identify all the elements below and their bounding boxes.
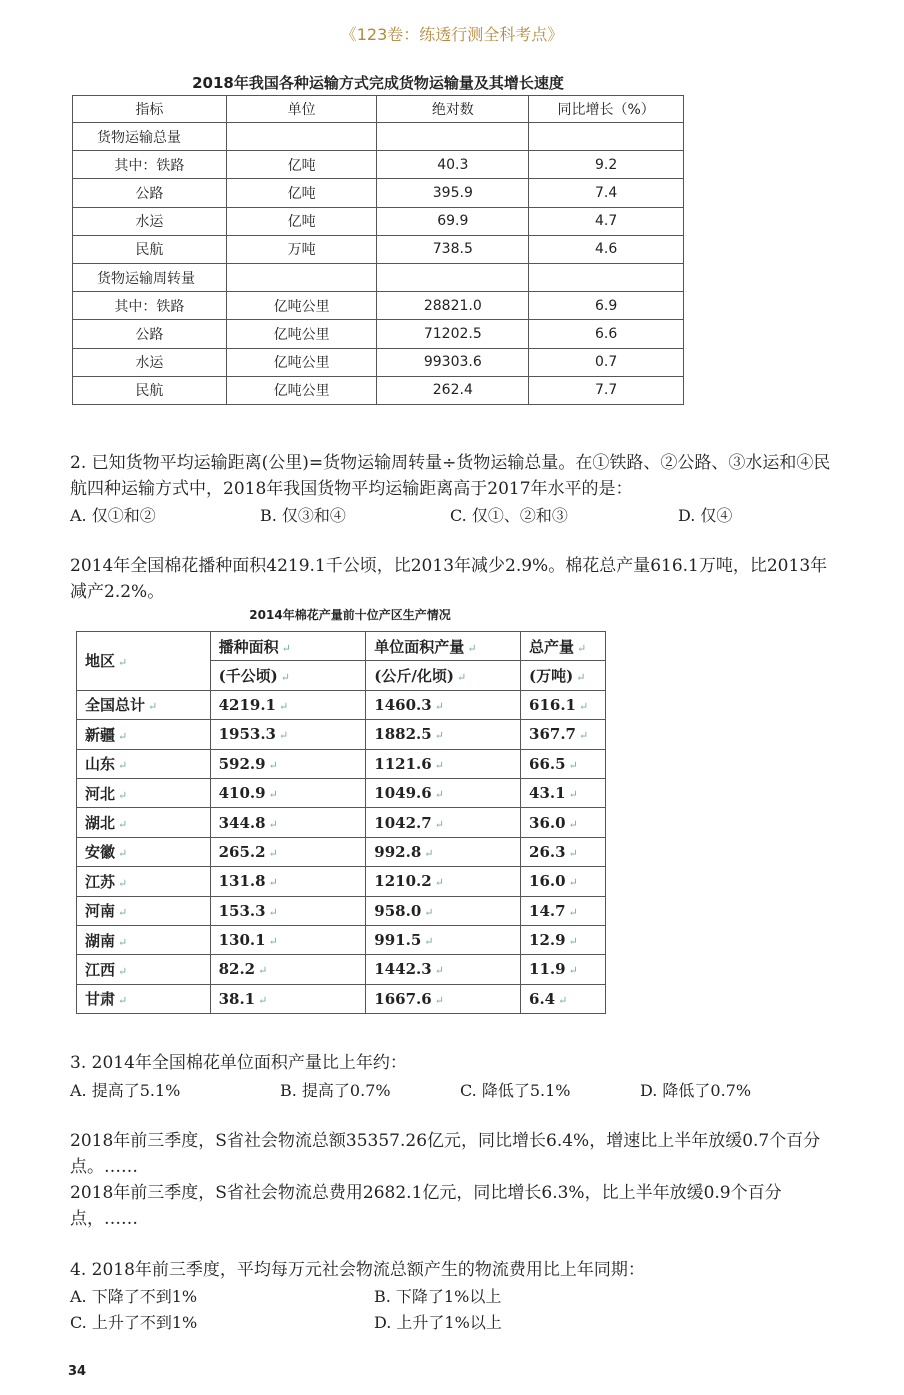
cotton-table [76,631,606,1014]
area-cell: 344.8 [218,813,266,832]
output-cell: 11.9 [529,960,566,979]
cotton-table-body [77,690,606,1013]
unit-cell: 亿吨 [226,179,377,207]
growth-cell: 6.9 [529,292,684,320]
output-cell: 26.3 [529,842,566,861]
header-cell: 指标 [73,96,227,123]
table-row: 新疆 ↵ 1953.3 ↵ 1882.5 ↵ 367.7 ↵ [77,720,606,749]
yield-cell: 1042.7 [374,813,432,832]
unit-cell: 亿吨公里 [226,376,377,404]
unit-cell: 万吨 [226,235,377,263]
indicator-cell: 民航 [73,235,227,263]
yield-cell: 1882.5 [374,725,432,744]
growth-cell: 4.7 [529,207,684,235]
yield-cell: 1667.6 [374,989,432,1008]
table-row [73,376,684,404]
area-cell: 153.3 [218,901,266,920]
table-row [73,292,684,320]
unit-cell: 亿吨公里 [226,320,377,348]
growth-cell: 0.7 [529,348,684,376]
logistics-paragraph-2: 2018年前三季度，S省社会物流总费用2682.1亿元，同比增长6.3%，比上半年放缓0.9个百分点，…… [70,1183,782,1229]
unit-cell: (公斤/化顷) [374,667,454,686]
indicator-cell: 民航 [73,376,227,404]
book-header: 《123卷：练透行测全科考点》 [340,25,564,44]
growth-cell: 7.7 [529,376,684,404]
yield-cell: 958.0 [374,901,422,920]
section-row [73,123,684,151]
header-cell: 总产量 [529,637,575,656]
page-number: 34 [68,1364,87,1379]
region-cell: 山东 [85,755,116,774]
cotton-intro: 2014年全国棉花播种面积4219.1千公顷，比2013年减少2.9%。棉花总产量616.1万吨，比2013年减产2.2%。 [70,556,828,602]
area-cell: 131.8 [218,872,266,891]
indicator-cell: 其中：铁路 [73,151,227,179]
value-cell: 262.4 [377,376,529,404]
table-unit-row: (千公顷) ↵ (公斤/化顷) ↵ (万吨) ↵ [77,661,606,690]
option-c[interactable]: C. 降低了5.1% [460,1081,571,1100]
option-c[interactable]: C. 仅①、②和③ [450,506,568,525]
output-cell: 36.0 [529,813,566,832]
table-row [73,179,684,207]
growth-cell: 6.6 [529,320,684,348]
region-cell: 甘肃 [85,990,116,1009]
header-region: 地区 [85,652,116,671]
table-row [73,235,684,263]
growth-cell: 7.4 [529,179,684,207]
region-cell: 安徽 [85,843,116,862]
option-b[interactable]: B. 仅③和④ [260,506,346,525]
yield-cell: 991.5 [374,931,422,950]
transport-table [72,95,684,405]
table-row: 河北 ↵ 410.9 ↵ 1049.6 ↵ 43.1 ↵ [77,778,606,807]
value-cell: 69.9 [377,207,529,235]
question-3-text: 3. 2014年全国棉花单位面积产量比上年约： [70,1053,407,1073]
table-row: 湖南 ↵ 130.1 ↵ 991.5 ↵ 12.9 ↵ [77,925,606,954]
area-cell: 130.1 [218,931,266,950]
table-header-row: 地区 ↵ 播种面积 ↵ 单位面积产量 ↵ 总产量 ↵ [77,632,606,661]
output-cell: 6.4 [529,989,556,1008]
value-cell: 738.5 [377,235,529,263]
growth-cell: 4.6 [529,235,684,263]
option-a[interactable]: A. 下降了不到1% [70,1287,198,1306]
option-d[interactable]: D. 仅④ [678,506,733,525]
table-row [73,320,684,348]
output-cell: 16.0 [529,872,566,891]
table2-title: 2014年棉花产量前十位产区生产情况 [249,608,451,622]
output-cell: 616.1 [529,695,576,714]
growth-cell: 9.2 [529,151,684,179]
table-row [73,348,684,376]
logistics-paragraph-1: 2018年前三季度，S省社会物流总额35357.26亿元，同比增长6.4%，增速比上半年放缓0.7个百分点。…… [70,1131,821,1177]
area-cell: 592.9 [218,754,266,773]
region-cell: 全国总计 [85,696,146,715]
value-cell: 71202.5 [377,320,529,348]
value-cell: 28821.0 [377,292,529,320]
table-row [73,151,684,179]
area-cell: 4219.1 [218,695,276,714]
table-row: 江苏 ↵ 131.8 ↵ 1210.2 ↵ 16.0 ↵ [77,867,606,896]
output-cell: 12.9 [529,931,566,950]
output-cell: 367.7 [529,725,576,744]
header-cell: 单位 [226,96,377,123]
table1-title: 2018年我国各种运输方式完成货物运输量及其增长速度 [192,74,564,92]
indicator-cell: 其中：铁路 [73,292,227,320]
indicator-cell: 公路 [73,320,227,348]
yield-cell: 1210.2 [374,872,432,891]
table-row: 江西 ↵ 82.2 ↵ 1442.3 ↵ 11.9 ↵ [77,955,606,984]
region-cell: 河南 [85,902,116,921]
unit-cell: (万吨) [529,667,574,686]
option-a[interactable]: A. 仅①和② [70,506,156,525]
option-c[interactable]: C. 上升了不到1% [70,1313,198,1332]
yield-cell: 1049.6 [374,784,432,803]
region-cell: 湖南 [85,931,116,950]
section-row [73,263,684,291]
header-cell: 播种面积 [218,637,279,656]
area-cell: 1953.3 [218,725,276,744]
table-row: 全国总计 ↵ 4219.1 ↵ 1460.3 ↵ 616.1 ↵ [77,690,606,719]
header-cell: 绝对数 [377,96,529,123]
option-d[interactable]: D. 降低了0.7% [640,1081,752,1100]
region-cell: 湖北 [85,814,116,833]
value-cell: 40.3 [377,151,529,179]
yield-cell: 1460.3 [374,695,432,714]
yield-cell: 1121.6 [374,754,432,773]
indicator-cell: 水运 [73,207,227,235]
table-row [73,207,684,235]
area-cell: 410.9 [218,784,266,803]
table-row: 甘肃 ↵ 38.1 ↵ 1667.6 ↵ 6.4 ↵ [77,984,606,1013]
region-cell: 江苏 [85,872,116,891]
question-4-text: 4. 2018年前三季度，平均每万元社会物流总额产生的物流费用比上年同期： [70,1260,645,1280]
section-label: 货物运输周转量 [73,263,227,291]
table-row: 山东 ↵ 592.9 ↵ 1121.6 ↵ 66.5 ↵ [77,749,606,778]
option-a[interactable]: A. 提高了5.1% [70,1081,181,1100]
unit-cell: 亿吨公里 [226,292,377,320]
section-label: 货物运输总量 [73,123,227,151]
area-cell: 265.2 [218,842,266,861]
unit-cell: 亿吨 [226,151,377,179]
output-cell: 43.1 [529,784,566,803]
option-b[interactable]: B. 下降了1%以上 [374,1287,502,1306]
question-2-text: 2. 已知货物平均运输距离(公里)=货物运输周转量÷货物运输总量。在①铁路、②公路、③水运和④民航四种运输方式中，2018年我国货物平均运输距离高于2017年水平的是： [70,453,831,499]
table-row: 河南 ↵ 153.3 ↵ 958.0 ↵ 14.7 ↵ [77,896,606,925]
option-b[interactable]: B. 提高了0.7% [280,1081,391,1100]
header-cell: 同比增长（%） [529,96,684,123]
output-cell: 14.7 [529,901,566,920]
table-header-row [73,96,684,123]
output-cell: 66.5 [529,754,566,773]
unit-cell: (千公顷) [218,667,278,686]
unit-cell: 亿吨公里 [226,348,377,376]
area-cell: 82.2 [218,960,256,979]
region-cell: 河北 [85,784,116,803]
yield-cell: 992.8 [374,842,422,861]
option-d[interactable]: D. 上升了1%以上 [374,1313,502,1332]
value-cell: 99303.6 [377,348,529,376]
area-cell: 38.1 [218,989,256,1008]
value-cell: 395.9 [377,179,529,207]
region-cell: 江西 [85,960,116,979]
region-cell: 新疆 [85,725,116,744]
indicator-cell: 水运 [73,348,227,376]
indicator-cell: 公路 [73,179,227,207]
table-row: 湖北 ↵ 344.8 ↵ 1042.7 ↵ 36.0 ↵ [77,808,606,837]
header-cell: 单位面积产量 [374,637,465,656]
yield-cell: 1442.3 [374,960,432,979]
unit-cell: 亿吨 [226,207,377,235]
table-row: 安徽 ↵ 265.2 ↵ 992.8 ↵ 26.3 ↵ [77,837,606,866]
